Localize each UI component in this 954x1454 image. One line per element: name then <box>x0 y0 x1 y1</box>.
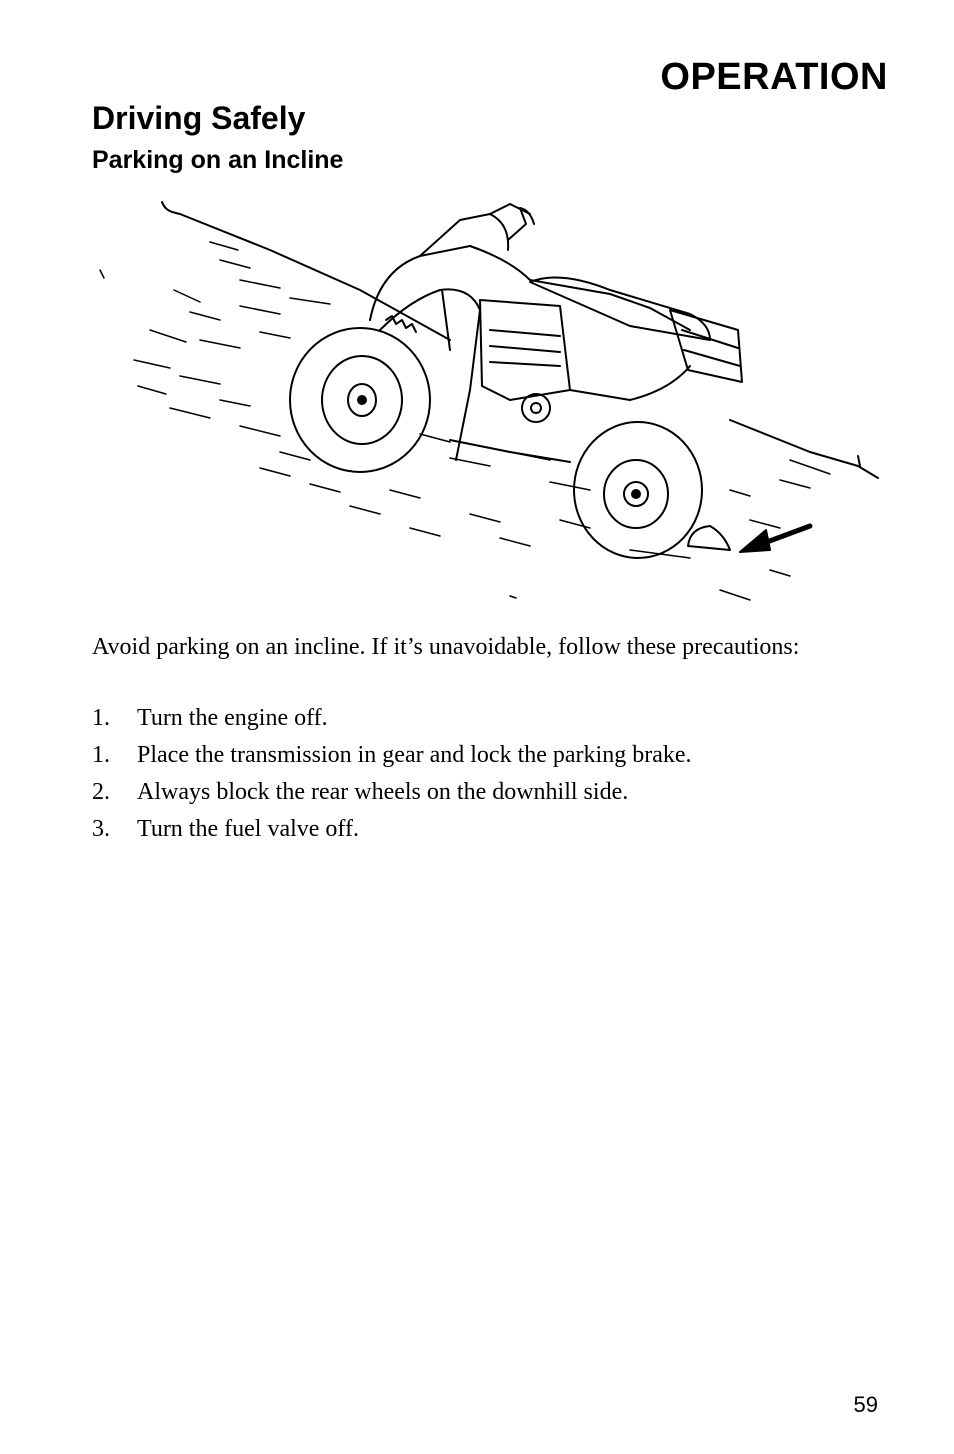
arrow-icon <box>740 530 770 552</box>
list-item <box>92 702 872 739</box>
list-item-text: Place the transmission in gear and lock the parking brake. <box>137 742 692 768</box>
page-subtitle: Parking on an Incline <box>92 146 344 174</box>
list-item <box>92 813 872 850</box>
illustration <box>90 190 890 610</box>
page-number: 59 <box>853 1392 878 1417</box>
section-header: OPERATION <box>660 56 888 98</box>
list-item <box>92 739 872 776</box>
list-item-number: 1. <box>92 705 110 731</box>
precautions-list <box>92 702 872 850</box>
list-item-text: Always block the rear wheels on the downhill side. <box>137 779 629 805</box>
list-item <box>92 776 872 813</box>
intro-paragraph: Avoid parking on an incline. If it’s unavoidable, follow these precautions: <box>92 634 800 660</box>
list-item-number: 1. <box>92 742 110 768</box>
list-item-number: 3. <box>92 816 110 842</box>
list-item-text: Turn the engine off. <box>137 705 328 731</box>
atv-on-incline-illustration <box>90 190 890 610</box>
list-item-number: 2. <box>92 779 110 805</box>
list-item-text: Turn the fuel valve off. <box>137 816 359 842</box>
page-title: Driving Safely <box>92 100 306 136</box>
